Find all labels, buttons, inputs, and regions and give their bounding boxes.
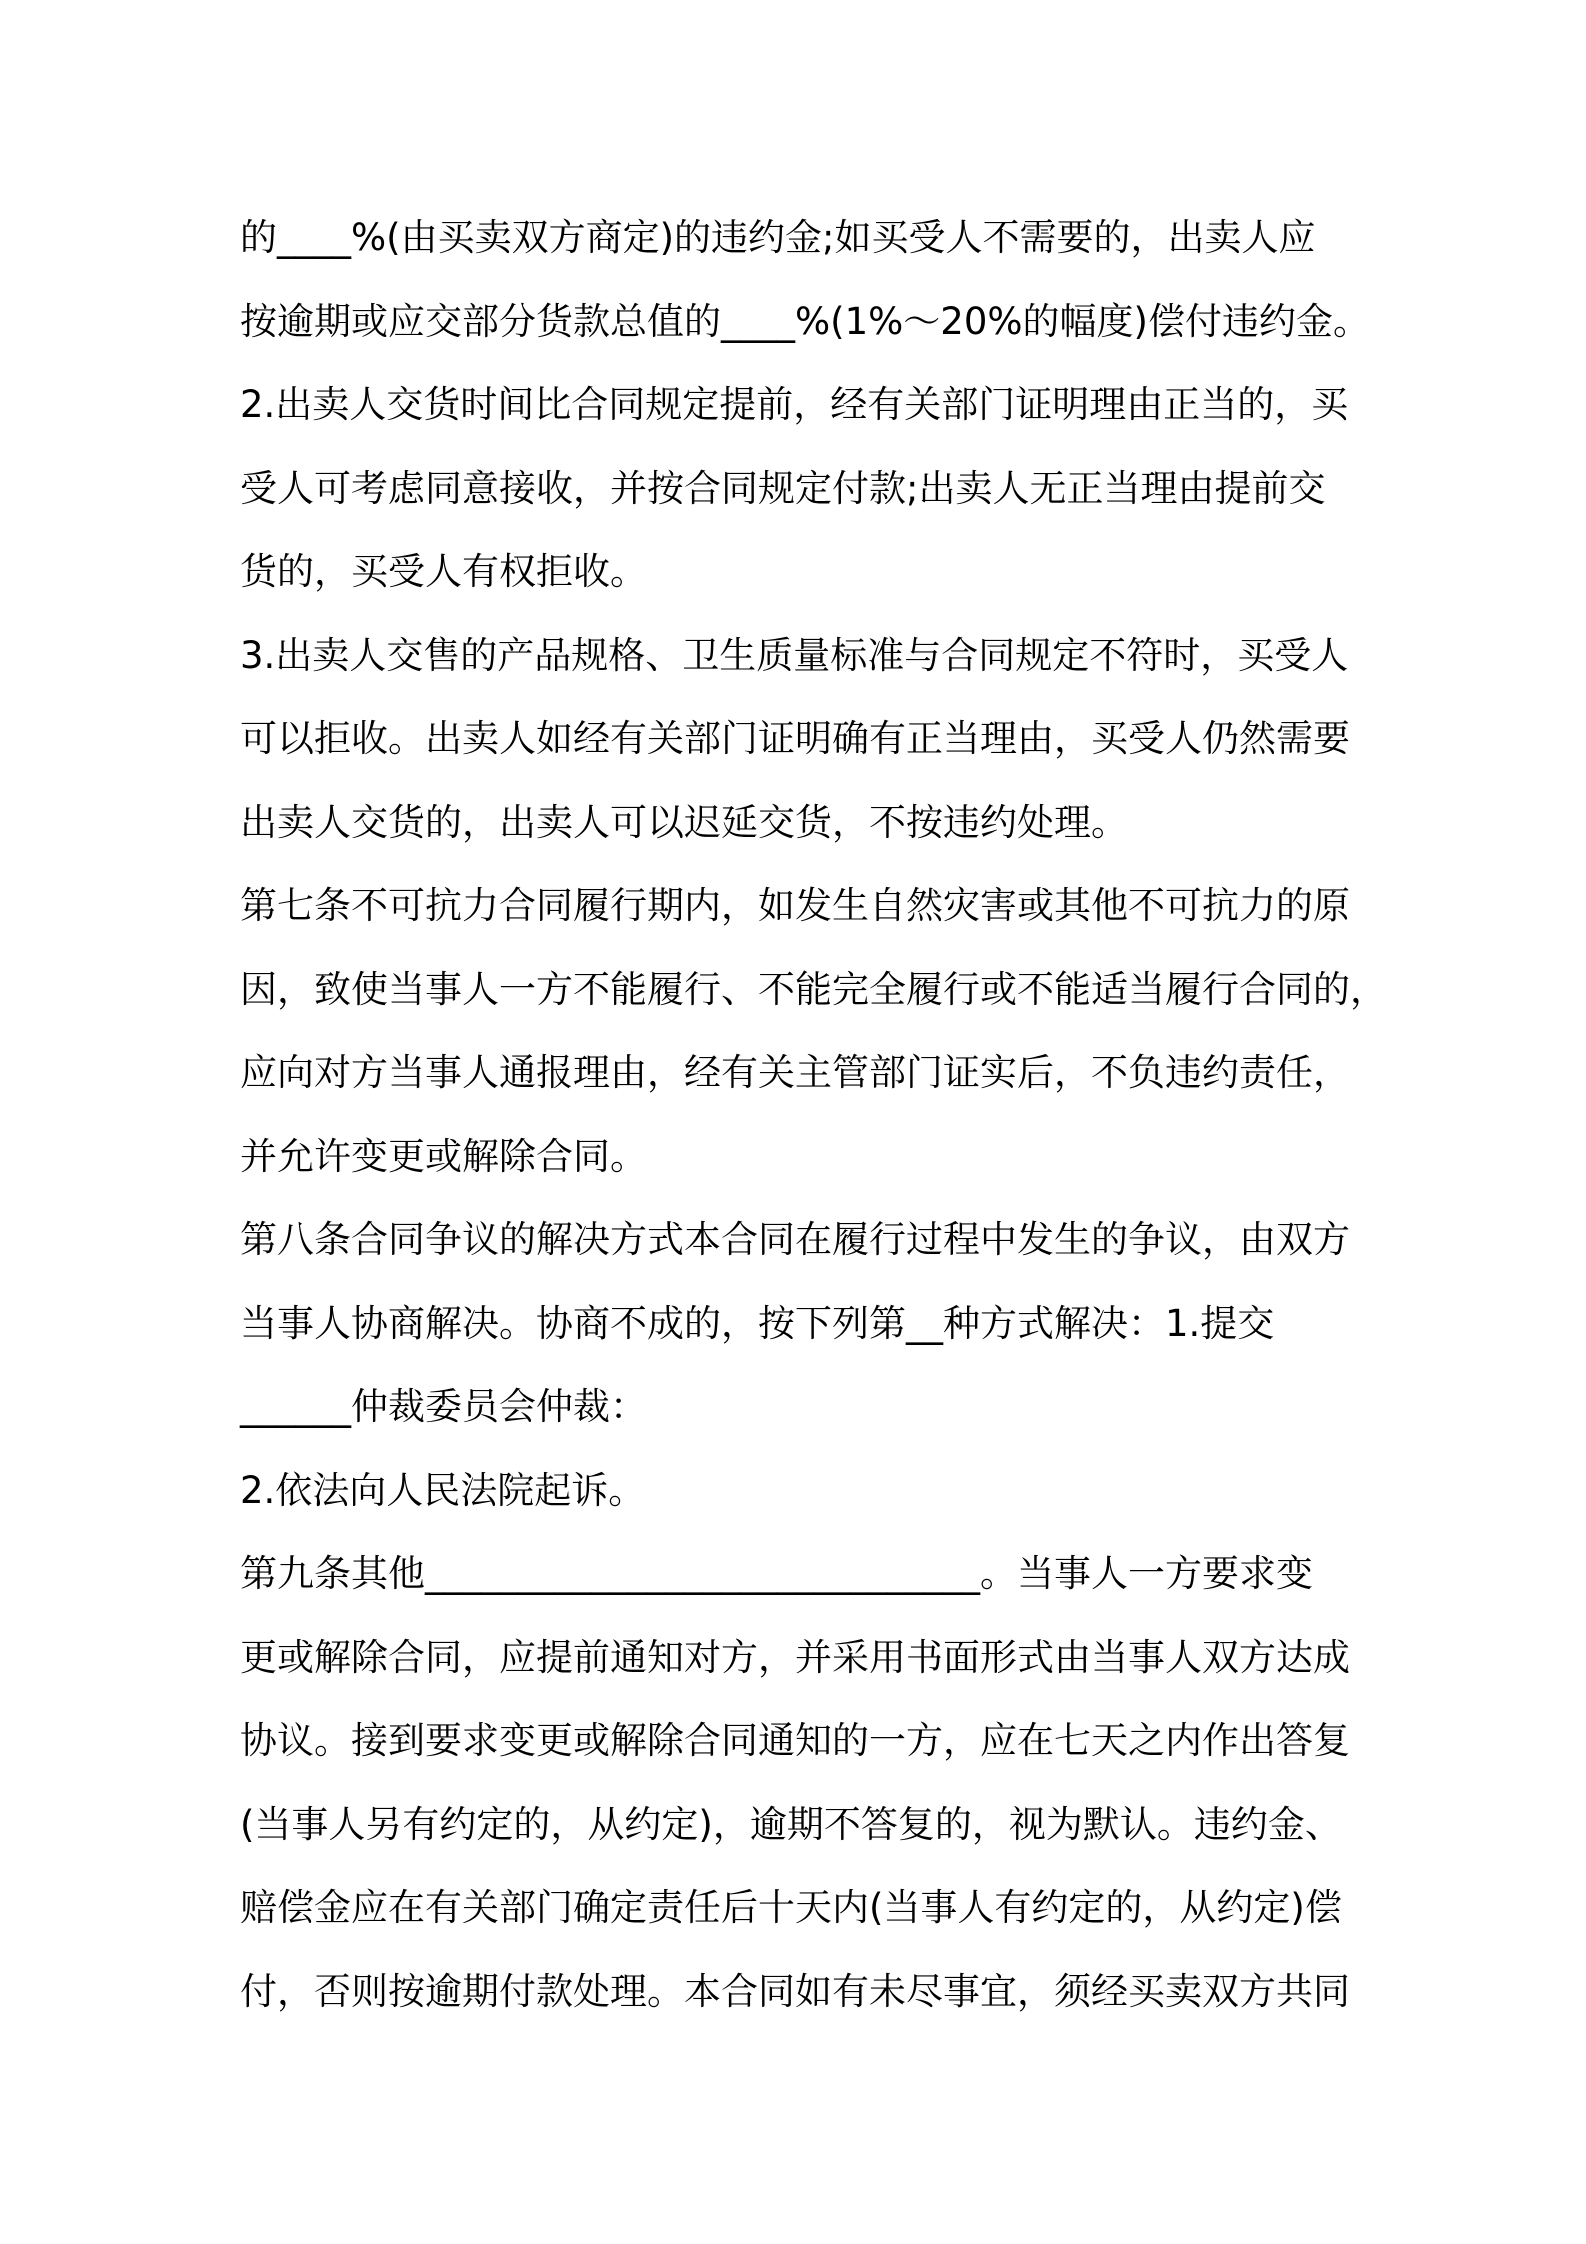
text-line: 赔偿金应在有关部门确定责任后十天内(当事人有约定的，从约定)偿: [240, 1886, 1342, 1929]
text-line: 因，致使当事人一方不能履行、不能完全履行或不能适当履行合同的，: [240, 967, 1387, 1011]
text-line: (当事人另有约定的，从约定)，逾期不答复的，视为默认。违约金、: [240, 1802, 1342, 1846]
text-line: 2.依法向人民法院起诉。: [240, 1468, 646, 1512]
text-line: 按逾期或应交部分货款总值的____%(1%～20%的幅度)偿付违约金。: [240, 299, 1370, 343]
text-line: 付，否则按逾期付款处理。本合同如有未尽事宜，须经买卖双方共同: [240, 1969, 1350, 2013]
text-line: 货的，买受人有权拒收。: [240, 550, 647, 593]
text-line: 当事人协商解决。协商不成的，按下列第__种方式解决：1.提交: [240, 1301, 1275, 1345]
text-line: 受人可考虑同意接收，并按合同规定付款;出卖人无正当理由提前交: [240, 466, 1326, 510]
text-line: 的____%(由买卖双方商定)的违约金;如买受人不需要的，出卖人应: [240, 216, 1316, 259]
text-line: 可以拒收。出卖人如经有关部门证明确有正当理由，买受人仍然需要: [240, 717, 1350, 760]
text-line: 出卖人交货的，出卖人可以迟延交货，不按违约处理。: [240, 800, 1128, 844]
text-line: 第八条合同争议的解决方式本合同在履行过程中发生的争议，由双方: [240, 1218, 1350, 1261]
text-line: 协议。接到要求变更或解除合同通知的一方，应在七天之内作出答复: [240, 1719, 1350, 1762]
text-line: 第九条其他______________________________。当事人一方要求变: [240, 1552, 1313, 1595]
text-line: ______仲裁委员会仲裁：: [240, 1385, 647, 1428]
text-line: 第七条不可抗力合同履行期内，如发生自然灾害或其他不可抗力的原: [240, 884, 1350, 927]
text-line: 更或解除合同，应提前通知对方，并采用书面形式由当事人双方达成: [240, 1635, 1350, 1679]
text-line: 3.出卖人交售的产品规格、卫生质量标准与合同规定不符时，买受人: [240, 633, 1349, 677]
text-line: 应向对方当事人通报理由，经有关主管部门证实后，不负违约责任，: [240, 1051, 1350, 1094]
contract-text: [240, 196, 1387, 2033]
text-line: 2.出卖人交货时间比合同规定提前，经有关部门证明理由正当的，买: [240, 383, 1349, 426]
text-line: 并允许变更或解除合同。: [240, 1134, 647, 1178]
